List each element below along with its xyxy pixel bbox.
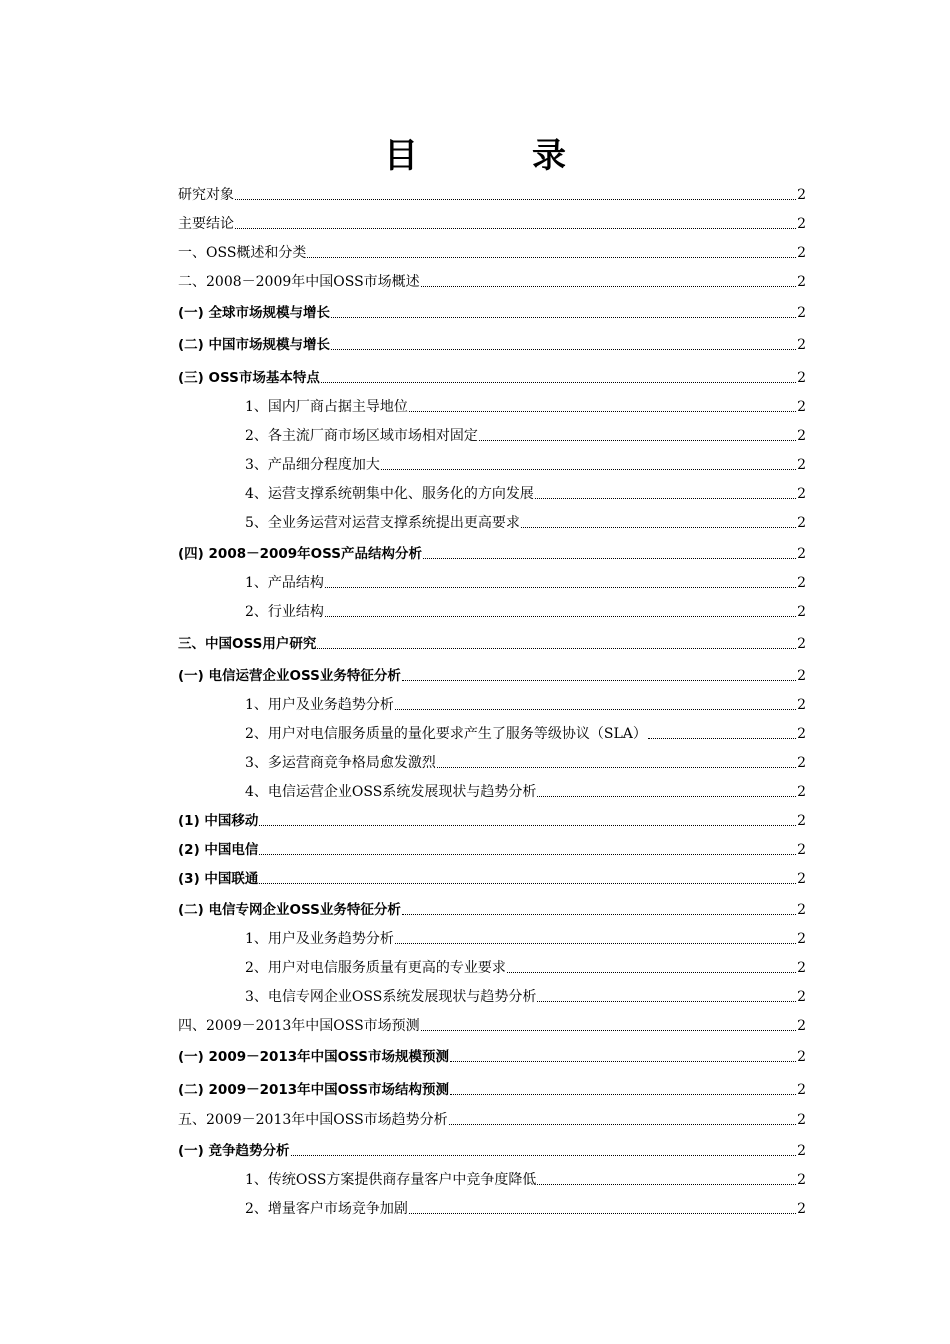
toc-entry-label: 四、2009－2013年中国OSS市场预测 <box>178 1018 420 1034</box>
toc-leader-dots <box>521 525 796 528</box>
toc-leader-dots <box>507 970 796 973</box>
toc-page-number: 2 <box>797 245 806 261</box>
toc-page-number: 2 <box>797 668 806 684</box>
toc-page-number: 2 <box>797 216 806 232</box>
toc-leader-dots <box>235 226 796 229</box>
toc-entry[interactable] <box>178 866 806 888</box>
toc-leader-dots <box>317 646 796 649</box>
toc-entry[interactable] <box>245 510 806 532</box>
toc-page-number: 2 <box>797 515 806 531</box>
toc-leader-dots <box>331 347 796 350</box>
toc-leader-dots <box>381 467 796 470</box>
toc-page-number: 2 <box>797 784 806 800</box>
toc-leader-dots <box>402 678 796 681</box>
toc-page-number: 2 <box>797 960 806 976</box>
toc-leader-dots <box>449 1122 796 1125</box>
toc-entry-label: (1) 中国移动 <box>178 813 259 829</box>
toc-page-number: 2 <box>797 428 806 444</box>
toc-leader-dots <box>409 409 796 412</box>
toc-leader-dots <box>535 496 796 499</box>
toc-leader-dots <box>291 1153 797 1156</box>
toc-entry[interactable] <box>245 423 806 445</box>
toc-leader-dots <box>450 1059 796 1062</box>
toc-leader-dots <box>648 736 796 739</box>
toc-entry-label: (一) 电信运营企业OSS业务特征分析 <box>178 668 401 684</box>
toc-leader-dots <box>321 380 796 383</box>
toc-entry-label: 1、用户及业务趋势分析 <box>245 931 394 947</box>
toc-leader-dots <box>325 614 796 617</box>
toc-page-number: 2 <box>797 871 806 887</box>
toc-entry[interactable] <box>245 984 806 1006</box>
toc-entry[interactable] <box>245 1196 806 1218</box>
toc-page-number: 2 <box>797 697 806 713</box>
toc-entry[interactable] <box>178 269 806 291</box>
toc-entry-label: 3、多运营商竞争格局愈发激烈 <box>245 755 436 771</box>
toc-page-number: 2 <box>797 842 806 858</box>
toc-leader-dots <box>235 197 796 200</box>
toc-entry-label: 5、全业务运营对运营支撑系统提出更高要求 <box>245 515 520 531</box>
toc-page-number: 2 <box>797 575 806 591</box>
toc-page-number: 2 <box>797 1143 806 1159</box>
toc-leader-dots <box>259 852 796 855</box>
toc-page-number: 2 <box>797 1049 806 1065</box>
toc-entry-label: 3、产品细分程度加大 <box>245 457 380 473</box>
toc-entry[interactable] <box>178 1077 806 1099</box>
toc-leader-dots <box>437 765 796 768</box>
toc-entry-label: 1、国内厂商占据主导地位 <box>245 399 408 415</box>
toc-entry[interactable] <box>178 365 806 387</box>
toc-entry[interactable] <box>178 300 806 322</box>
toc-page-number: 2 <box>797 370 806 386</box>
toc-entry-label: 1、产品结构 <box>245 575 324 591</box>
toc-page-number: 2 <box>797 636 806 652</box>
toc-entry[interactable] <box>245 750 806 772</box>
toc-entry[interactable] <box>178 332 806 354</box>
toc-entry-label: (一) 2009－2013年中国OSS市场规模预测 <box>178 1049 450 1065</box>
toc-entry[interactable] <box>178 240 806 262</box>
toc-leader-dots <box>307 255 796 258</box>
toc-entry-label: 1、用户及业务趋势分析 <box>245 697 394 713</box>
toc-entry-label: (四) 2008－2009年OSS产品结构分析 <box>178 546 423 562</box>
toc-page-number: 2 <box>797 902 806 918</box>
toc-entry-label: 三、中国OSS用户研究 <box>178 636 317 652</box>
toc-leader-dots <box>537 794 796 797</box>
toc-entry-label: (三) OSS市场基本特点 <box>178 370 320 386</box>
toc-entry-label: (一) 全球市场规模与增长 <box>178 305 331 321</box>
toc-page-number: 2 <box>797 989 806 1005</box>
toc-entry[interactable] <box>245 1167 806 1189</box>
toc-entry[interactable] <box>245 926 806 948</box>
toc-leader-dots <box>395 707 796 710</box>
toc-leader-dots <box>479 438 796 441</box>
toc-entry[interactable] <box>245 779 806 801</box>
toc-entry-label: 2、用户对电信服务质量有更高的专业要求 <box>245 960 506 976</box>
toc-leader-dots <box>325 585 796 588</box>
toc-entry-label: 主要结论 <box>178 216 234 232</box>
toc-leader-dots <box>409 1211 796 1214</box>
toc-page-number: 2 <box>797 187 806 203</box>
toc-page-number: 2 <box>797 1018 806 1034</box>
toc-page-number: 2 <box>797 813 806 829</box>
toc-page-number: 2 <box>797 399 806 415</box>
toc-page-number: 2 <box>797 1201 806 1217</box>
toc-entry-label: (2) 中国电信 <box>178 842 259 858</box>
toc-entry-label: (二) 2009－2013年中国OSS市场结构预测 <box>178 1082 450 1098</box>
toc-entry-label: 2、各主流厂商市场区域市场相对固定 <box>245 428 478 444</box>
toc-entry-label: 2、用户对电信服务质量的量化要求产生了服务等级协议（SLA） <box>245 726 647 742</box>
toc-leader-dots <box>331 315 796 318</box>
toc-entry[interactable] <box>245 452 806 474</box>
page-title: 目 录 <box>384 136 606 176</box>
toc-entry[interactable] <box>178 182 806 204</box>
toc-entry[interactable] <box>178 631 806 653</box>
toc-entry[interactable] <box>245 570 806 592</box>
toc-leader-dots <box>259 881 796 884</box>
toc-leader-dots <box>402 912 796 915</box>
toc-entry[interactable] <box>178 211 806 233</box>
toc-entry-label: (二) 中国市场规模与增长 <box>178 337 331 353</box>
toc-leader-dots <box>421 284 796 287</box>
toc-entry[interactable] <box>178 1013 806 1035</box>
toc-entry-label: 一、OSS概述和分类 <box>178 245 307 261</box>
toc-entry[interactable] <box>178 808 806 830</box>
toc-entry[interactable] <box>178 1107 806 1129</box>
toc-page-number: 2 <box>797 1172 806 1188</box>
toc-page-number: 2 <box>797 1112 806 1128</box>
toc-entry[interactable] <box>178 837 806 859</box>
toc-entry-label: 研究对象 <box>178 187 234 203</box>
toc-entry-label: 五、2009－2013年中国OSS市场趋势分析 <box>178 1112 448 1128</box>
toc-entry-label: 2、行业结构 <box>245 604 324 620</box>
toc-page-number: 2 <box>797 337 806 353</box>
toc-entry-label: (3) 中国联通 <box>178 871 259 887</box>
toc-leader-dots <box>537 999 796 1002</box>
toc-entry[interactable] <box>245 721 806 743</box>
toc-page-number: 2 <box>797 457 806 473</box>
toc-entry[interactable] <box>178 1044 806 1066</box>
toc-entry-label: (一) 竞争趋势分析 <box>178 1143 290 1159</box>
toc-entry-label: 4、电信运营企业OSS系统发展现状与趋势分析 <box>245 784 537 800</box>
toc-leader-dots <box>450 1092 796 1095</box>
toc-entry-label: 2、增量客户市场竞争加剧 <box>245 1201 408 1217</box>
toc-page-number: 2 <box>797 546 806 562</box>
toc-leader-dots <box>421 1028 796 1031</box>
toc-entry-label: 3、电信专网企业OSS系统发展现状与趋势分析 <box>245 989 537 1005</box>
toc-entry[interactable] <box>245 692 806 714</box>
toc-entry[interactable] <box>178 897 806 919</box>
toc-page-number: 2 <box>797 931 806 947</box>
toc-entry[interactable] <box>245 481 806 503</box>
toc-entry[interactable] <box>245 394 806 416</box>
toc-entry[interactable] <box>245 599 806 621</box>
toc-leader-dots <box>259 823 796 826</box>
toc-entry-label: 1、传统OSS方案提供商存量客户中竞争度降低 <box>245 1172 537 1188</box>
toc-entry-label: 二、2008－2009年中国OSS市场概述 <box>178 274 420 290</box>
toc-leader-dots <box>423 556 796 559</box>
toc-page-number: 2 <box>797 274 806 290</box>
toc-page-number: 2 <box>797 604 806 620</box>
toc-leader-dots <box>537 1182 796 1185</box>
toc-page-number: 2 <box>797 755 806 771</box>
toc-page-number: 2 <box>797 305 806 321</box>
toc-page-number: 2 <box>797 726 806 742</box>
toc-entry[interactable] <box>178 1138 806 1160</box>
toc-entry[interactable] <box>178 541 806 563</box>
toc-entry-label: 4、运营支撑系统朝集中化、服务化的方向发展 <box>245 486 534 502</box>
toc-entry[interactable] <box>178 663 806 685</box>
toc-page-number: 2 <box>797 486 806 502</box>
toc-entry[interactable] <box>245 955 806 977</box>
toc-page-number: 2 <box>797 1082 806 1098</box>
toc-leader-dots <box>395 941 796 944</box>
toc-entry-label: (二) 电信专网企业OSS业务特征分析 <box>178 902 401 918</box>
